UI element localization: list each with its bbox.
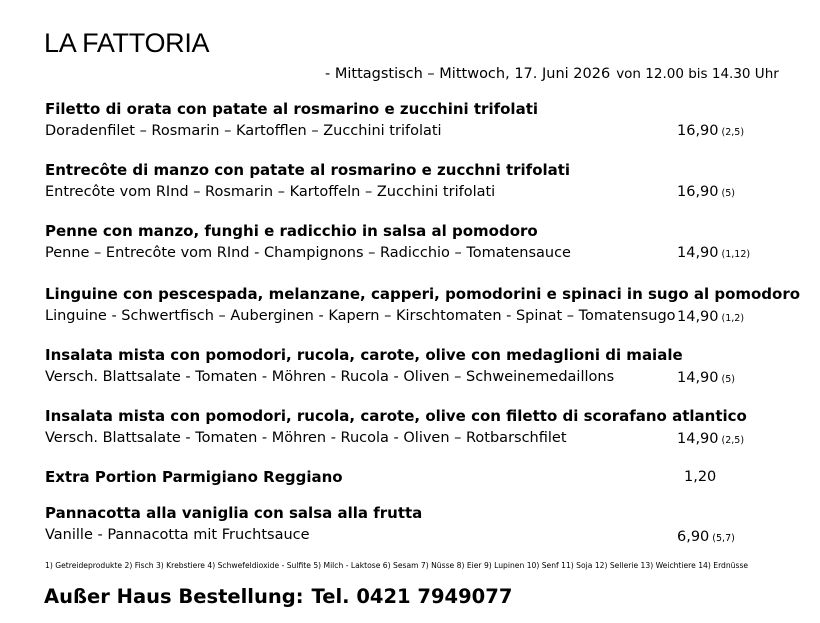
allergen-codes: (1,12) [721, 249, 751, 260]
price-value: 14,90 [677, 370, 719, 386]
item-description: Entrecôte vom RInd – Rosmarin – Kartoffeln – Zucchini trifolati [45, 184, 496, 200]
item-description: Linguine - Schwertfisch – Auberginen - Kapern – Kirschtomaten - Spinat – Tomatensugo [45, 308, 676, 324]
takeaway-order [44, 585, 512, 608]
price-value: 14,90 [677, 309, 719, 325]
allergen-codes: (2,5) [721, 127, 745, 138]
price-value: 14,90 [677, 431, 719, 447]
takeaway-label: Außer Haus Bestellung: [44, 585, 304, 608]
menu-hours: von 12.00 bis 14.30 Uhr [616, 66, 779, 82]
price-value: 6,90 [677, 529, 710, 545]
price-value: 16,90 [677, 184, 719, 200]
item-name: Insalata mista con pomodori, rucola, carote, olive con filetto di scorafano atlantico [45, 407, 747, 425]
price-value: 14,90 [677, 245, 719, 261]
item-name: Penne con manzo, funghi e radicchio in salsa al pomodoro [45, 222, 538, 240]
item-name: Extra Portion Parmigiano Reggiano [45, 468, 343, 486]
item-description: Doradenfilet – Rosmarin – Kartofflen – Zucchini trifolati [45, 123, 442, 139]
item-price [677, 306, 744, 330]
allergen-codes: (2,5) [721, 435, 745, 446]
item-name: Filetto di orata con patate al rosmarino e zucchini trifolati [45, 100, 539, 118]
price-value: 16,90 [677, 123, 719, 139]
allergen-codes: (5) [721, 374, 735, 385]
item-description: Versch. Blattsalate - Tomaten - Möhren - Rucola - Oliven – Schweinemedaillons [45, 369, 615, 385]
item-price [677, 242, 750, 266]
item-name: Insalata mista con pomodori, rucola, carote, olive con medaglioni di maiale [45, 346, 683, 364]
menu-subtitle [325, 66, 779, 82]
item-name: Entrecôte di manzo con patate al rosmarino e zucchni trifolati [45, 161, 571, 179]
item-name: Pannacotta alla vaniglia con salsa alla frutta [45, 504, 423, 522]
price-value: 1,20 [684, 469, 717, 485]
item-price [677, 526, 735, 550]
item-name: Linguine con pescespada, melanzane, capperi, pomodorini e spinaci in sugo al pomodoro [45, 285, 801, 303]
allergen-codes: (5) [721, 188, 735, 199]
item-price [677, 120, 744, 144]
item-price [677, 367, 735, 391]
allergen-codes: (1,2) [721, 313, 745, 324]
menu-date: - Mittagstisch – Mittwoch, 17. Juni 2026 [325, 66, 611, 82]
item-price [684, 466, 716, 488]
item-description: Versch. Blattsalate - Tomaten - Möhren - Rucola - Oliven – Rotbarschfilet [45, 430, 567, 446]
restaurant-title: LA FATTORIA [44, 28, 210, 58]
allergen-codes: (5,7) [712, 533, 735, 544]
item-price [677, 181, 735, 205]
item-description: Vanille - Pannacotta mit Fruchtsauce [45, 527, 310, 543]
allergen-legend: 1) Getreideprodukte 2) Fisch 3) Krebstiere 4) Schwefeldioxide - Sulfite 5) Milch - Laktose 6) Sesam 7) Nüsse 8) Eier 9) Lupinen 10) Senf 11) Soja 12) Sellerie 13) Weichtiere 14) Erdnüsse [45, 561, 749, 570]
item-description: Penne – Entrecôte vom RInd - Champignons – Radicchio – Tomatensauce [45, 245, 571, 261]
item-price [677, 428, 744, 452]
phone-number: Tel. 0421 7949077 [311, 585, 513, 608]
